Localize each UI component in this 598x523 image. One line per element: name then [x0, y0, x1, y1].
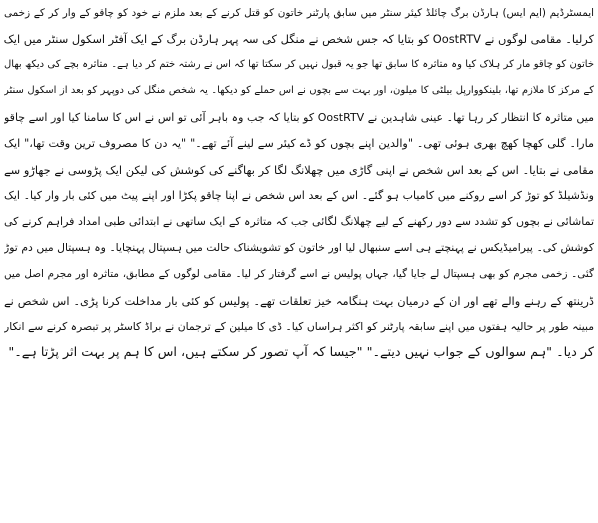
article-line: خاتون کو چاقو مار کر ہلاک کیا وہ متاثرہ کا سابق تھا جو یہ قبول نہیں کر سکتا تھا کہ اس نے رشتہ ختم کر دیا ہے۔ متاثرہ بچے کی دیکھ بھال: [4, 59, 594, 71]
article-line: کرلیا۔ مقامی لوگوں نے OostRTV کو بتایا کہ جس شخص نے منگل کی سہ پہر ہارڈن برگ کے ایک آفٹر اسکول سنٹر میں ایک: [4, 32, 594, 47]
article-line: مارا۔ گلی کھچا کھچ بھری ہوئی تھی۔ "والدین اپنے بچوں کو ڈے کیئر سے لینے آئے تھے۔" "یہ دن کا مصروف ترین وقت تھا،" ایک: [4, 136, 594, 150]
article-line: گئی۔ زخمی مجرم کو بھی ہسپتال لے جایا گیا، جہاں پولیس نے اسے گرفتار کر لیا۔ مقامی لوگوں کے مطابق، متاثرہ اور مجرم اصل میں: [4, 268, 594, 281]
article-line: ڈرینتھ کے رہنے والے تھے اور ان کے درمیان بہت ہنگامہ خیز تعلقات تھے۔ پولیس کو کئی بار مداخلت کرنا پڑی۔ اس شخص نے: [4, 293, 594, 308]
article-line: کے مرکز کا ملازم تھا، بلینکووارپل بیلٹی کا میلون، اور بہت سے بچوں نے اس حملے کو دیکھا۔ یہ شخص منگل کی دوپہر کو بعد از اسکول سنٹر: [4, 85, 594, 97]
article-line: مبینہ طور پر حالیہ ہفتوں میں اپنے سابقہ پارٹنر کو اکثر ہراساں کیا۔ ڈی کا میلین کے ترجمان نے براڈ کاسٹر پر تبصرہ کرنے سے انکار: [4, 319, 594, 333]
article-line: ونڈشیلڈ کو توڑ کر اسے روکنے میں کامیاب ہو گئے۔ اس کے بعد اس شخص نے اپنا چاقو پکڑا اور اپنے پیٹ میں کئی بار وار کیا۔ ایک: [4, 188, 594, 202]
article-line: تماشائی نے بچوں کو تشدد سے دور رکھنے کے لیے چھلانگ لگائی جب کہ متاثرہ کے ایک ساتھی نے ابتدائی طبی امداد فراہم کرنے کی: [4, 215, 594, 229]
article-line: کوشش کی۔ پیرامیڈیکس نے پہنچتے ہی اسے سنبھال لیا اور خاتون کو تشویشناک حالت میں ہسپتال پہنچایا۔ وہ ہسپتال میں دم توڑ: [4, 241, 594, 255]
article-line: کر دیا۔ "ہم سوالوں کے جواب نہیں دیتے۔" "جیسا کہ آپ تصور کر سکتے ہیں، اس کا ہم پر بہت اثر پڑتا ہے۔": [8, 344, 594, 360]
article-line: مقامی نے بتایا۔ اس کے بعد اس شخص نے اپنی گاڑی میں چھلانگ لگا کر بھاگنے کی کوشش کی لیکن ایک پڑوسی نے جھاڑو سے: [4, 162, 594, 177]
article-line: میں متاثرہ کا انتظار کر رہا تھا۔ عینی شاہدین نے OostRTV کو بتایا کہ جب وہ باہر آئی تو اس نے اس کا سامنا کیا اور اسے چاقو: [4, 110, 594, 124]
article-line: ایمسٹرڈیم (ایم ایس) ہارڈن برگ چائلڈ کیئر سنٹر میں سابق پارٹنر خاتون کو قتل کرنے کے بعد ملزم نے خود کو چاقو کے وار کر کے زخمی: [4, 7, 594, 19]
